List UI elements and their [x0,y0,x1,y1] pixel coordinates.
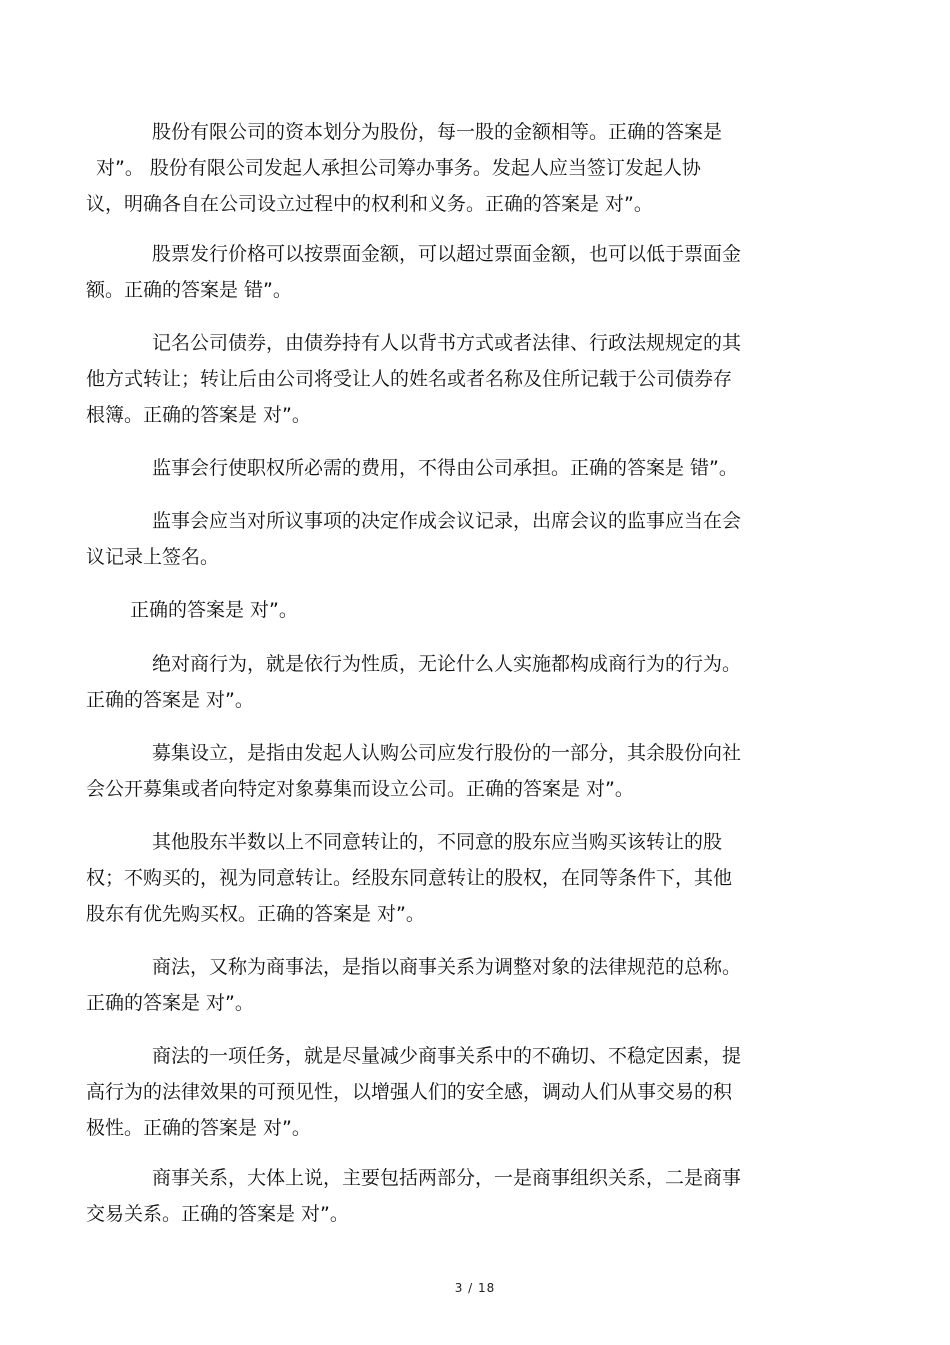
paragraph-line: 股票发行价格可以按票面金额，可以超过票面金额，也可以低于票面金 [152,243,742,265]
paragraph-line: 交易关系。正确的答案是 对”。 [86,1203,349,1225]
paragraph-line: 额。正确的答案是 错”。 [86,279,292,301]
paragraph-11 [86,1038,741,1146]
paragraph-line: 会公开募集或者向特定对象募集而设立公司。正确的答案是 对”。 [86,778,634,800]
paragraph-line: 对”。 股份有限公司发起人承担公司筹办事务。发起人应当签订发起人协 [96,157,701,179]
paragraph-6 [86,592,298,628]
paragraph-line: 正确的答案是 对”。 [86,689,254,711]
paragraph-line: 绝对商行为，就是依行为性质，无论什么人实施都构成商行为的行为。 [152,653,742,675]
paragraph-line: 议记录上签名。 [86,546,220,568]
paragraph-10 [86,949,741,1021]
paragraph-line: 高行为的法律效果的可预见性，以增强人们的安全感，调动人们从事交易的积 [86,1081,733,1103]
paragraph-line: 极性。正确的答案是 对”。 [86,1117,311,1139]
paragraph-line: 他方式转让；转让后由公司将受让人的姓名或者名称及住所记载于公司债券存 [86,368,733,390]
paragraph-8 [86,735,741,807]
paragraph-line: 根簿。正确的答案是 对”。 [86,404,311,426]
paragraph-4 [86,450,738,486]
paragraph-line: 监事会应当对所议事项的决定作成会议记录，出席会议的监事应当在会 [152,510,742,532]
paragraph-line: 监事会行使职权所必需的费用，不得由公司承担。正确的答案是 错”。 [152,457,738,479]
paragraph-3 [86,325,741,433]
paragraph-line: 记名公司债券，由债券持有人以背书方式或者法律、行政法规规定的其 [152,332,742,354]
paragraph-line: 股份有限公司的资本划分为股份，每一股的金额相等。正确的答案是 [152,121,723,143]
paragraph-line: 商法，又称为商事法，是指以商事关系为调整对象的法律规范的总称。 [152,956,742,978]
paragraph-5 [86,503,741,575]
paragraph-line: 正确的答案是 对”。 [130,599,298,621]
paragraph-line: 其他股东半数以上不同意转让的，不同意的股东应当购买该转让的股 [152,831,723,853]
page-indicator: 3 / 18 [454,1281,496,1295]
paragraph-1 [86,114,722,222]
paragraph-line: 商法的一项任务，就是尽量减少商事关系中的不确切、不稳定因素，提 [152,1045,742,1067]
paragraph-line: 正确的答案是 对”。 [86,992,254,1014]
paragraph-line: 募集设立，是指由发起人认购公司应发行股份的一部分，其余股份向社 [152,742,742,764]
paragraph-12 [86,1160,741,1232]
paragraph-line: 股东有优先购买权。正确的答案是 对”。 [86,903,425,925]
paragraph-2 [86,236,741,308]
paragraph-9 [86,824,732,932]
paragraph-7 [86,646,741,718]
paragraph-line: 权；不购买的，视为同意转让。经股东同意转让的股权，在同等条件下，其他 [86,867,733,889]
paragraph-line: 商事关系，大体上说，主要包括两部分，一是商事组织关系，二是商事 [152,1167,742,1189]
paragraph-line: 议，明确各自在公司设立过程中的权利和义务。正确的答案是 对”。 [86,193,653,215]
